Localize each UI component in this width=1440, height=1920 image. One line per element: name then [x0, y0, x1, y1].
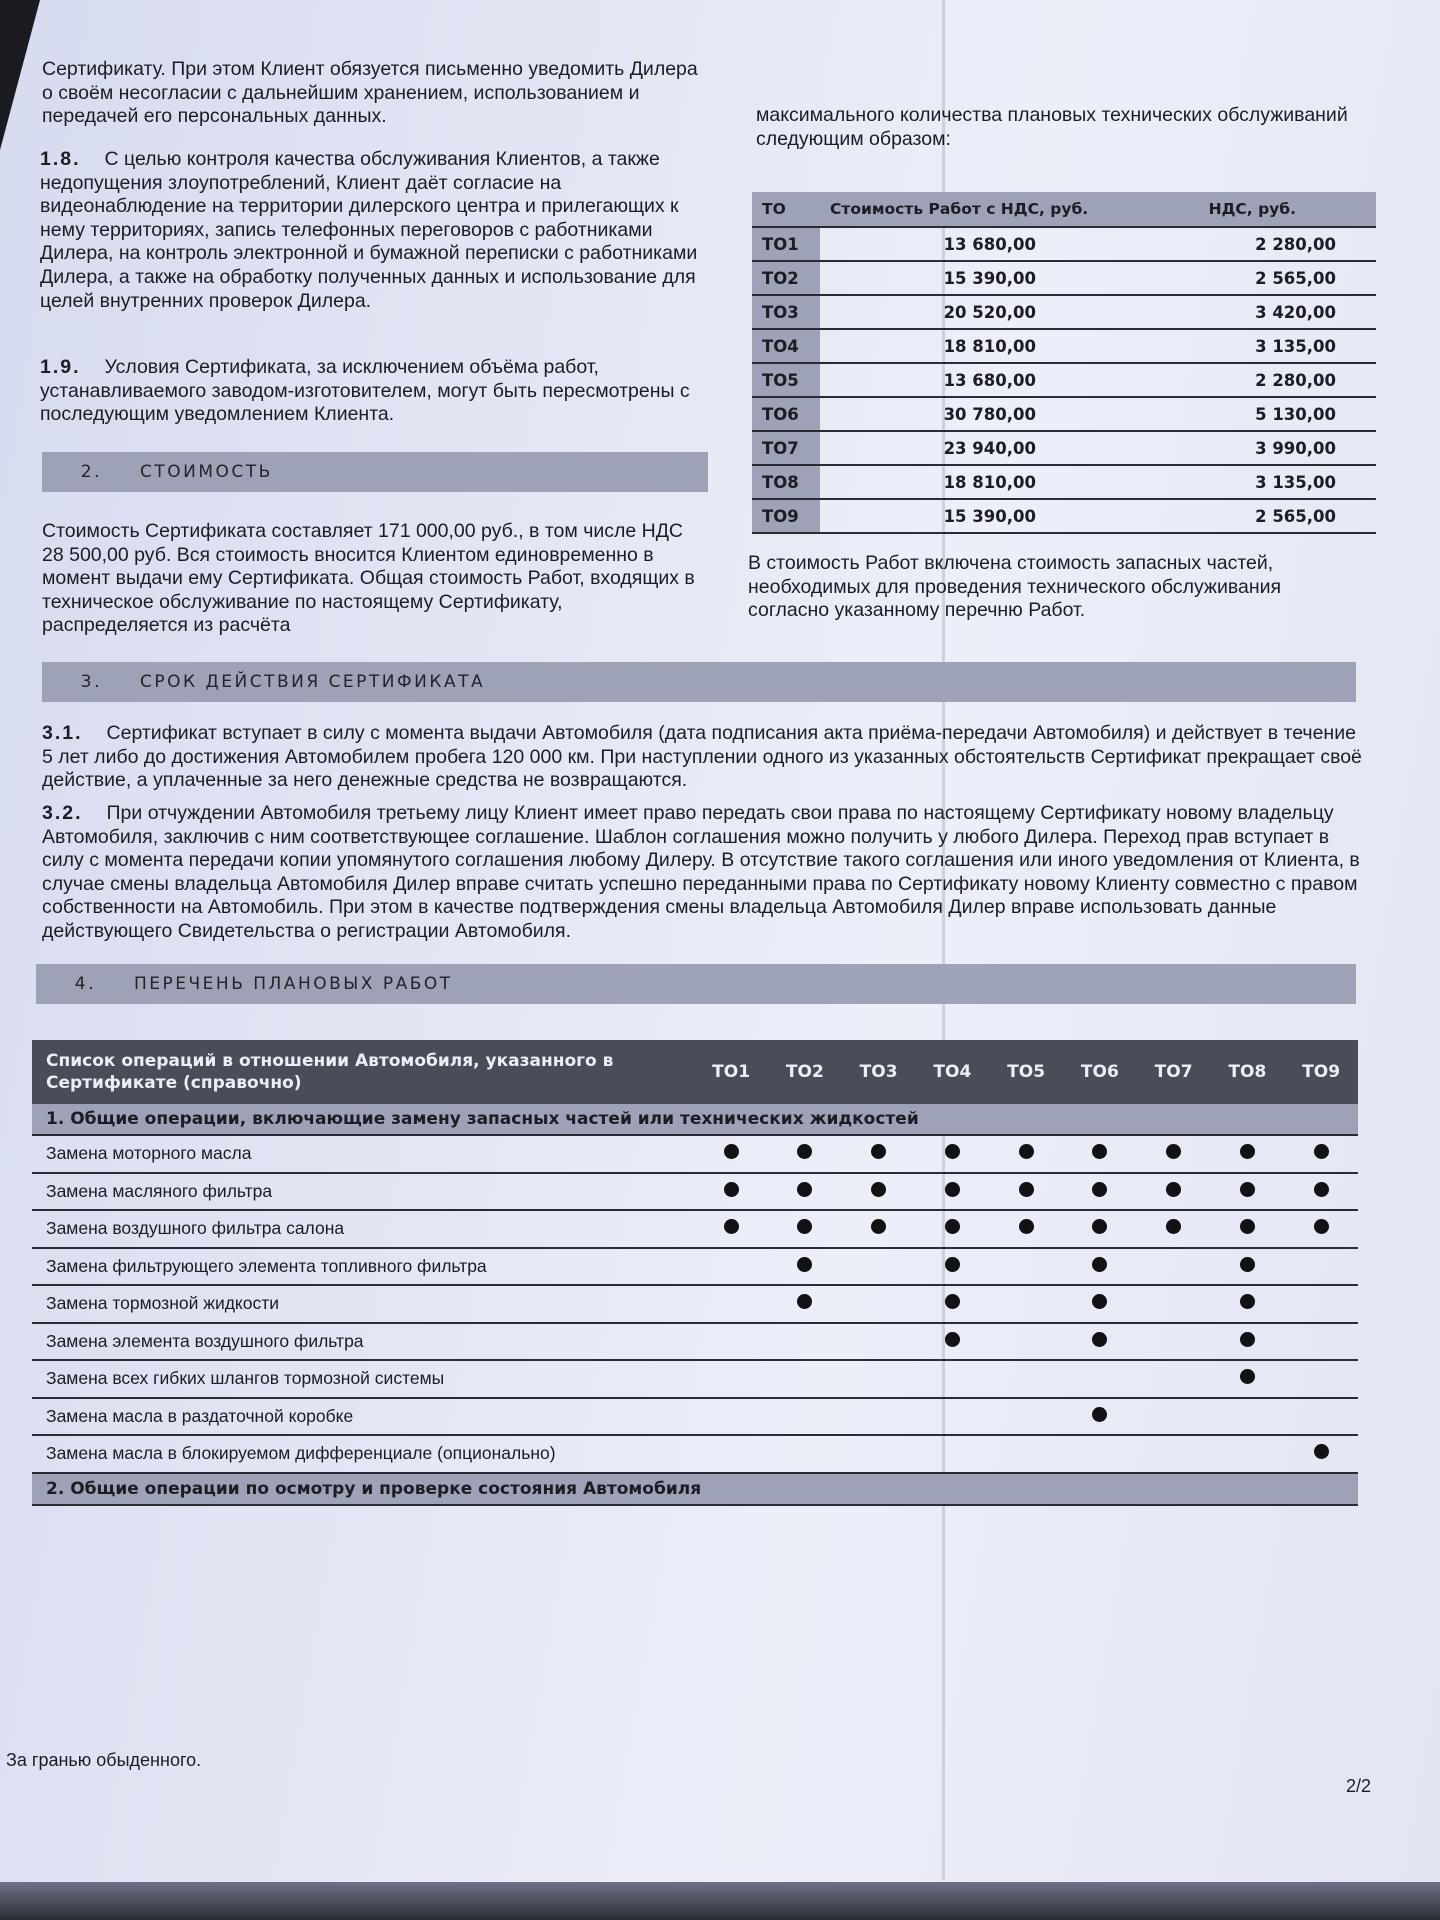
works-row	[32, 1435, 1358, 1473]
cost-cell-cost: 13 680,00	[820, 227, 1160, 261]
works-mark-cell	[694, 1173, 768, 1211]
works-mark-cell	[989, 1210, 1063, 1248]
works-mark-cell	[915, 1248, 989, 1286]
section2-text: Стоимость Сертификата составляет 171 000,00 руб., в том числе НДС 28 500,00 руб. Вся стоимость вносится Клиентом единовременно в момент выдачи ему Сертификата. Общая стоимость Работ, входящих в техническое обслуживание по настоящему Сертификату, распределяется из расчёта	[42, 520, 695, 637]
item-3-1-text: Сертификат вступает в силу с момента выдачи Автомобиля (дата подписания акта приёма-передачи Автомобиля) и действует в течение 5 лет либо до достижения Автомобилем пробега 120 000 км. При наступлении одного из указанных обстоятельств Сертификат прекращает своё действие, а уплаченные за него денежные средства не возвращаются.	[42, 722, 1362, 792]
included-dot-icon	[1240, 1144, 1255, 1159]
included-dot-icon	[1314, 1219, 1329, 1234]
item-1-9-number: 1.9.	[40, 356, 81, 378]
cost-row	[752, 397, 1376, 431]
cost-table-header	[752, 192, 1376, 227]
cost-cell-to: ТО3	[752, 295, 820, 329]
works-operation-name: Замена фильтрующего элемента топливного фильтра	[32, 1248, 694, 1286]
cost-table-note: В стоимость Работ включена стоимость запасных частей, необходимых для проведения технического обслуживания согласно указанному перечню Работ.	[748, 552, 1282, 622]
cost-cell-vat: 3 135,00	[1160, 329, 1376, 363]
included-dot-icon	[871, 1182, 886, 1197]
works-mark-cell	[1137, 1248, 1211, 1286]
works-header-col: ТО5	[989, 1040, 1063, 1104]
item-3-2-number: 3.2.	[42, 802, 83, 824]
cost-cell-to: ТО6	[752, 397, 820, 431]
item-3-1	[42, 722, 1362, 793]
works-mark-cell	[694, 1398, 768, 1436]
section1-intro: Сертификату. При этом Клиент обязуется письменно уведомить Дилера о своём несогласии с дальнейшим хранением, использованием и передачей его персональных данных.	[42, 58, 698, 128]
works-mark-cell	[768, 1173, 842, 1211]
cost-table	[752, 192, 1376, 534]
works-mark-cell	[915, 1173, 989, 1211]
works-header-col: ТО1	[694, 1040, 768, 1104]
included-dot-icon	[945, 1182, 960, 1197]
cost-cell-to: ТО1	[752, 227, 820, 261]
works-mark-cell	[768, 1323, 842, 1361]
works-mark-cell	[989, 1285, 1063, 1323]
works-mark-cell	[842, 1360, 916, 1398]
included-dot-icon	[1019, 1182, 1034, 1197]
item-1-8-number: 1.8.	[40, 148, 81, 170]
section3-title: СРОК ДЕЙСТВИЯ СЕРТИФИКАТА	[140, 672, 486, 692]
works-header-col: ТО7	[1137, 1040, 1211, 1104]
cost-cell-cost: 15 390,00	[820, 499, 1160, 533]
included-dot-icon	[1314, 1182, 1329, 1197]
included-dot-icon	[1240, 1294, 1255, 1309]
item-1-9	[40, 356, 710, 427]
page-number: 2/2	[1346, 1776, 1372, 1796]
works-mark-cell	[1137, 1285, 1211, 1323]
works-row	[32, 1135, 1358, 1173]
works-mark-cell	[915, 1360, 989, 1398]
included-dot-icon	[797, 1219, 812, 1234]
cost-header-vat: НДС, руб.	[1160, 192, 1376, 227]
works-operation-name: Замена моторного масла	[32, 1135, 694, 1173]
works-group-1-label: 1. Общие операции, включающие замену запасных частей или технических жидкостей	[32, 1104, 1358, 1135]
works-mark-cell	[989, 1323, 1063, 1361]
works-mark-cell	[842, 1435, 916, 1473]
works-mark-cell	[842, 1135, 916, 1173]
works-mark-cell	[768, 1285, 842, 1323]
item-1-9-text: Условия Сертификата, за исключением объёма работ, устанавливаемого заводом-изготовителем, могут быть пересмотрены с последующим уведомлением Клиента.	[40, 356, 690, 426]
works-mark-cell	[1284, 1210, 1358, 1248]
works-mark-cell	[768, 1135, 842, 1173]
included-dot-icon	[1166, 1219, 1181, 1234]
works-mark-cell	[1210, 1135, 1284, 1173]
included-dot-icon	[1092, 1407, 1107, 1422]
works-mark-cell	[989, 1248, 1063, 1286]
section2-continuation: максимального количества плановых технических обслуживаний следующим образом:	[756, 104, 1348, 150]
works-mark-cell	[1210, 1360, 1284, 1398]
works-mark-cell	[842, 1323, 916, 1361]
works-mark-cell	[1210, 1173, 1284, 1211]
works-mark-cell	[989, 1398, 1063, 1436]
works-mark-cell	[1210, 1435, 1284, 1473]
cost-row	[752, 363, 1376, 397]
works-mark-cell	[842, 1398, 916, 1436]
works-mark-cell	[989, 1135, 1063, 1173]
section2-number: 2.	[80, 462, 102, 482]
works-table	[32, 1040, 1358, 1506]
works-row	[32, 1173, 1358, 1211]
works-mark-cell	[1284, 1435, 1358, 1473]
works-header-col: ТО6	[1063, 1040, 1137, 1104]
works-header-col: ТО4	[915, 1040, 989, 1104]
works-mark-cell	[989, 1435, 1063, 1473]
included-dot-icon	[1240, 1182, 1255, 1197]
works-mark-cell	[842, 1210, 916, 1248]
cost-cell-vat: 2 565,00	[1160, 499, 1376, 533]
cost-cell-cost: 15 390,00	[820, 261, 1160, 295]
included-dot-icon	[945, 1144, 960, 1159]
works-mark-cell	[915, 1435, 989, 1473]
works-mark-cell	[694, 1360, 768, 1398]
cost-row	[752, 499, 1376, 533]
included-dot-icon	[797, 1294, 812, 1309]
works-row	[32, 1248, 1358, 1286]
included-dot-icon	[1314, 1144, 1329, 1159]
included-dot-icon	[1314, 1444, 1329, 1459]
included-dot-icon	[1166, 1182, 1181, 1197]
works-mark-cell	[1284, 1360, 1358, 1398]
section4-title: ПЕРЕЧЕНЬ ПЛАНОВЫХ РАБОТ	[134, 974, 453, 994]
cost-header-cost: Стоимость Работ с НДС, руб.	[820, 192, 1160, 227]
works-row	[32, 1210, 1358, 1248]
works-mark-cell	[1137, 1398, 1211, 1436]
works-table-header	[32, 1040, 1358, 1104]
cost-cell-cost: 18 810,00	[820, 465, 1160, 499]
photo-bottom-edge	[0, 1882, 1440, 1920]
item-3-2	[42, 802, 1362, 944]
works-mark-cell	[768, 1398, 842, 1436]
cost-cell-vat: 2 280,00	[1160, 227, 1376, 261]
works-mark-cell	[694, 1323, 768, 1361]
works-mark-cell	[1210, 1210, 1284, 1248]
works-mark-cell	[989, 1173, 1063, 1211]
works-mark-cell	[1137, 1173, 1211, 1211]
works-operation-name: Замена масла в раздаточной коробке	[32, 1398, 694, 1436]
works-mark-cell	[1284, 1323, 1358, 1361]
works-mark-cell	[989, 1360, 1063, 1398]
cost-cell-vat: 2 565,00	[1160, 261, 1376, 295]
works-mark-cell	[1284, 1398, 1358, 1436]
cost-cell-to: ТО7	[752, 431, 820, 465]
works-operation-name: Замена тормозной жидкости	[32, 1285, 694, 1323]
included-dot-icon	[1019, 1219, 1034, 1234]
cost-row	[752, 295, 1376, 329]
included-dot-icon	[724, 1144, 739, 1159]
included-dot-icon	[871, 1219, 886, 1234]
works-operation-name: Замена масляного фильтра	[32, 1173, 694, 1211]
works-mark-cell	[694, 1210, 768, 1248]
works-mark-cell	[694, 1435, 768, 1473]
section3-number: 3.	[80, 672, 102, 692]
works-mark-cell	[1210, 1323, 1284, 1361]
cost-row	[752, 329, 1376, 363]
cost-cell-vat: 3 135,00	[1160, 465, 1376, 499]
works-mark-cell	[1137, 1323, 1211, 1361]
works-mark-cell	[1284, 1285, 1358, 1323]
works-mark-cell	[915, 1285, 989, 1323]
included-dot-icon	[1240, 1257, 1255, 1272]
works-header-col: ТО9	[1284, 1040, 1358, 1104]
cost-cell-to: ТО4	[752, 329, 820, 363]
works-header-name: Список операций в отношении Автомобиля, указанного в Сертификате (справочно)	[32, 1040, 694, 1104]
included-dot-icon	[797, 1182, 812, 1197]
cost-cell-cost: 23 940,00	[820, 431, 1160, 465]
included-dot-icon	[797, 1144, 812, 1159]
works-mark-cell	[1063, 1398, 1137, 1436]
works-mark-cell	[1210, 1248, 1284, 1286]
footer-slogan: За гранью обыденного.	[6, 1750, 202, 1770]
included-dot-icon	[945, 1294, 960, 1309]
works-mark-cell	[1063, 1323, 1137, 1361]
cost-row	[752, 227, 1376, 261]
works-mark-cell	[768, 1248, 842, 1286]
cost-cell-vat: 3 420,00	[1160, 295, 1376, 329]
cost-cell-vat: 2 280,00	[1160, 363, 1376, 397]
works-mark-cell	[694, 1135, 768, 1173]
cost-row	[752, 261, 1376, 295]
works-operation-name: Замена воздушного фильтра салона	[32, 1210, 694, 1248]
works-mark-cell	[842, 1285, 916, 1323]
works-mark-cell	[694, 1248, 768, 1286]
works-header-col: ТО2	[768, 1040, 842, 1104]
works-mark-cell	[1210, 1285, 1284, 1323]
works-row	[32, 1285, 1358, 1323]
included-dot-icon	[1092, 1144, 1107, 1159]
cost-cell-to: ТО2	[752, 261, 820, 295]
included-dot-icon	[724, 1219, 739, 1234]
works-mark-cell	[1284, 1248, 1358, 1286]
works-mark-cell	[1063, 1248, 1137, 1286]
works-mark-cell	[842, 1248, 916, 1286]
included-dot-icon	[945, 1257, 960, 1272]
section4-header	[36, 964, 1356, 1004]
works-group-1	[32, 1104, 1358, 1135]
cost-cell-vat: 3 990,00	[1160, 431, 1376, 465]
cost-cell-cost: 30 780,00	[820, 397, 1160, 431]
works-row	[32, 1398, 1358, 1436]
included-dot-icon	[797, 1257, 812, 1272]
cost-cell-vat: 5 130,00	[1160, 397, 1376, 431]
cost-cell-to: ТО9	[752, 499, 820, 533]
works-mark-cell	[842, 1173, 916, 1211]
included-dot-icon	[871, 1144, 886, 1159]
section2-header	[42, 452, 708, 492]
works-mark-cell	[1063, 1285, 1137, 1323]
works-mark-cell	[768, 1210, 842, 1248]
cost-cell-cost: 18 810,00	[820, 329, 1160, 363]
works-mark-cell	[694, 1285, 768, 1323]
works-operation-name: Замена масла в блокируемом дифференциале (опционально)	[32, 1435, 694, 1473]
cost-cell-cost: 20 520,00	[820, 295, 1160, 329]
included-dot-icon	[1240, 1219, 1255, 1234]
works-mark-cell	[1137, 1135, 1211, 1173]
works-mark-cell	[915, 1210, 989, 1248]
item-3-2-text: При отчуждении Автомобиля третьему лицу Клиент имеет право передать свои права по настоящему Сертификату новому владельцу Автомобиля, заключив с ним соответствующее соглашение. Шаблон соглашения можно получить у любого Дилера. Переход прав вступает в силу с момента передачи копии упомянутого соглашения любому Дилеру. В отсутствие такого соглашения или иного уведомления от Клиента, в случае смены владельца Автомобиля Дилер вправе считать успешно переданными права по Сертификату новому Клиенту совместно с правом собственности на Автомобиль. При этом в качестве подтверждения смены владельца Автомобиля Дилер вправе использовать данные действующего Свидетельства о регистрации Автомобиля.	[42, 802, 1360, 942]
works-header-col: ТО3	[842, 1040, 916, 1104]
works-mark-cell	[915, 1135, 989, 1173]
works-operation-name: Замена всех гибких шлангов тормозной системы	[32, 1360, 694, 1398]
works-mark-cell	[1063, 1360, 1137, 1398]
section3-header	[42, 662, 1356, 702]
included-dot-icon	[945, 1332, 960, 1347]
page-corner-shadow	[0, 0, 40, 150]
works-mark-cell	[1284, 1135, 1358, 1173]
works-mark-cell	[1210, 1398, 1284, 1436]
works-mark-cell	[1284, 1173, 1358, 1211]
included-dot-icon	[1166, 1144, 1181, 1159]
works-row	[32, 1360, 1358, 1398]
included-dot-icon	[1092, 1182, 1107, 1197]
works-mark-cell	[1137, 1360, 1211, 1398]
works-mark-cell	[1063, 1135, 1137, 1173]
item-3-1-number: 3.1.	[42, 722, 83, 744]
cost-row	[752, 465, 1376, 499]
section2-title: СТОИМОСТЬ	[140, 462, 273, 482]
works-group-2-label: 2. Общие операции по осмотру и проверке состояния Автомобиля	[32, 1473, 1358, 1505]
included-dot-icon	[1092, 1257, 1107, 1272]
cost-cell-to: ТО8	[752, 465, 820, 499]
included-dot-icon	[1092, 1294, 1107, 1309]
works-mark-cell	[915, 1398, 989, 1436]
included-dot-icon	[1240, 1332, 1255, 1347]
works-operation-name: Замена элемента воздушного фильтра	[32, 1323, 694, 1361]
works-row	[32, 1323, 1358, 1361]
works-mark-cell	[768, 1435, 842, 1473]
included-dot-icon	[1092, 1332, 1107, 1347]
item-1-8	[40, 148, 710, 313]
section4-number: 4.	[74, 974, 96, 994]
cost-row	[752, 431, 1376, 465]
included-dot-icon	[724, 1182, 739, 1197]
works-mark-cell	[1063, 1173, 1137, 1211]
included-dot-icon	[1240, 1369, 1255, 1384]
cost-cell-to: ТО5	[752, 363, 820, 397]
cost-header-to: ТО	[752, 192, 820, 227]
cost-cell-cost: 13 680,00	[820, 363, 1160, 397]
included-dot-icon	[1019, 1144, 1034, 1159]
included-dot-icon	[945, 1219, 960, 1234]
works-group-2	[32, 1473, 1358, 1505]
item-1-8-text: С целью контроля качества обслуживания Клиентов, а также недопущения злоупотреблений, Клиент даёт согласие на видеонаблюдение на территории дилерского центра и прилегающих к нему территориях, запись телефонных переговоров с работниками Дилера, на контроль электронной и бумажной переписки с работниками Дилера, а также на обработку полученных данных и использование для целей внутренних проверок Дилера.	[40, 148, 698, 312]
works-mark-cell	[1137, 1435, 1211, 1473]
works-mark-cell	[1063, 1435, 1137, 1473]
works-header-col: ТО8	[1210, 1040, 1284, 1104]
included-dot-icon	[1092, 1219, 1107, 1234]
works-mark-cell	[1063, 1210, 1137, 1248]
works-mark-cell	[1137, 1210, 1211, 1248]
works-mark-cell	[768, 1360, 842, 1398]
works-mark-cell	[915, 1323, 989, 1361]
